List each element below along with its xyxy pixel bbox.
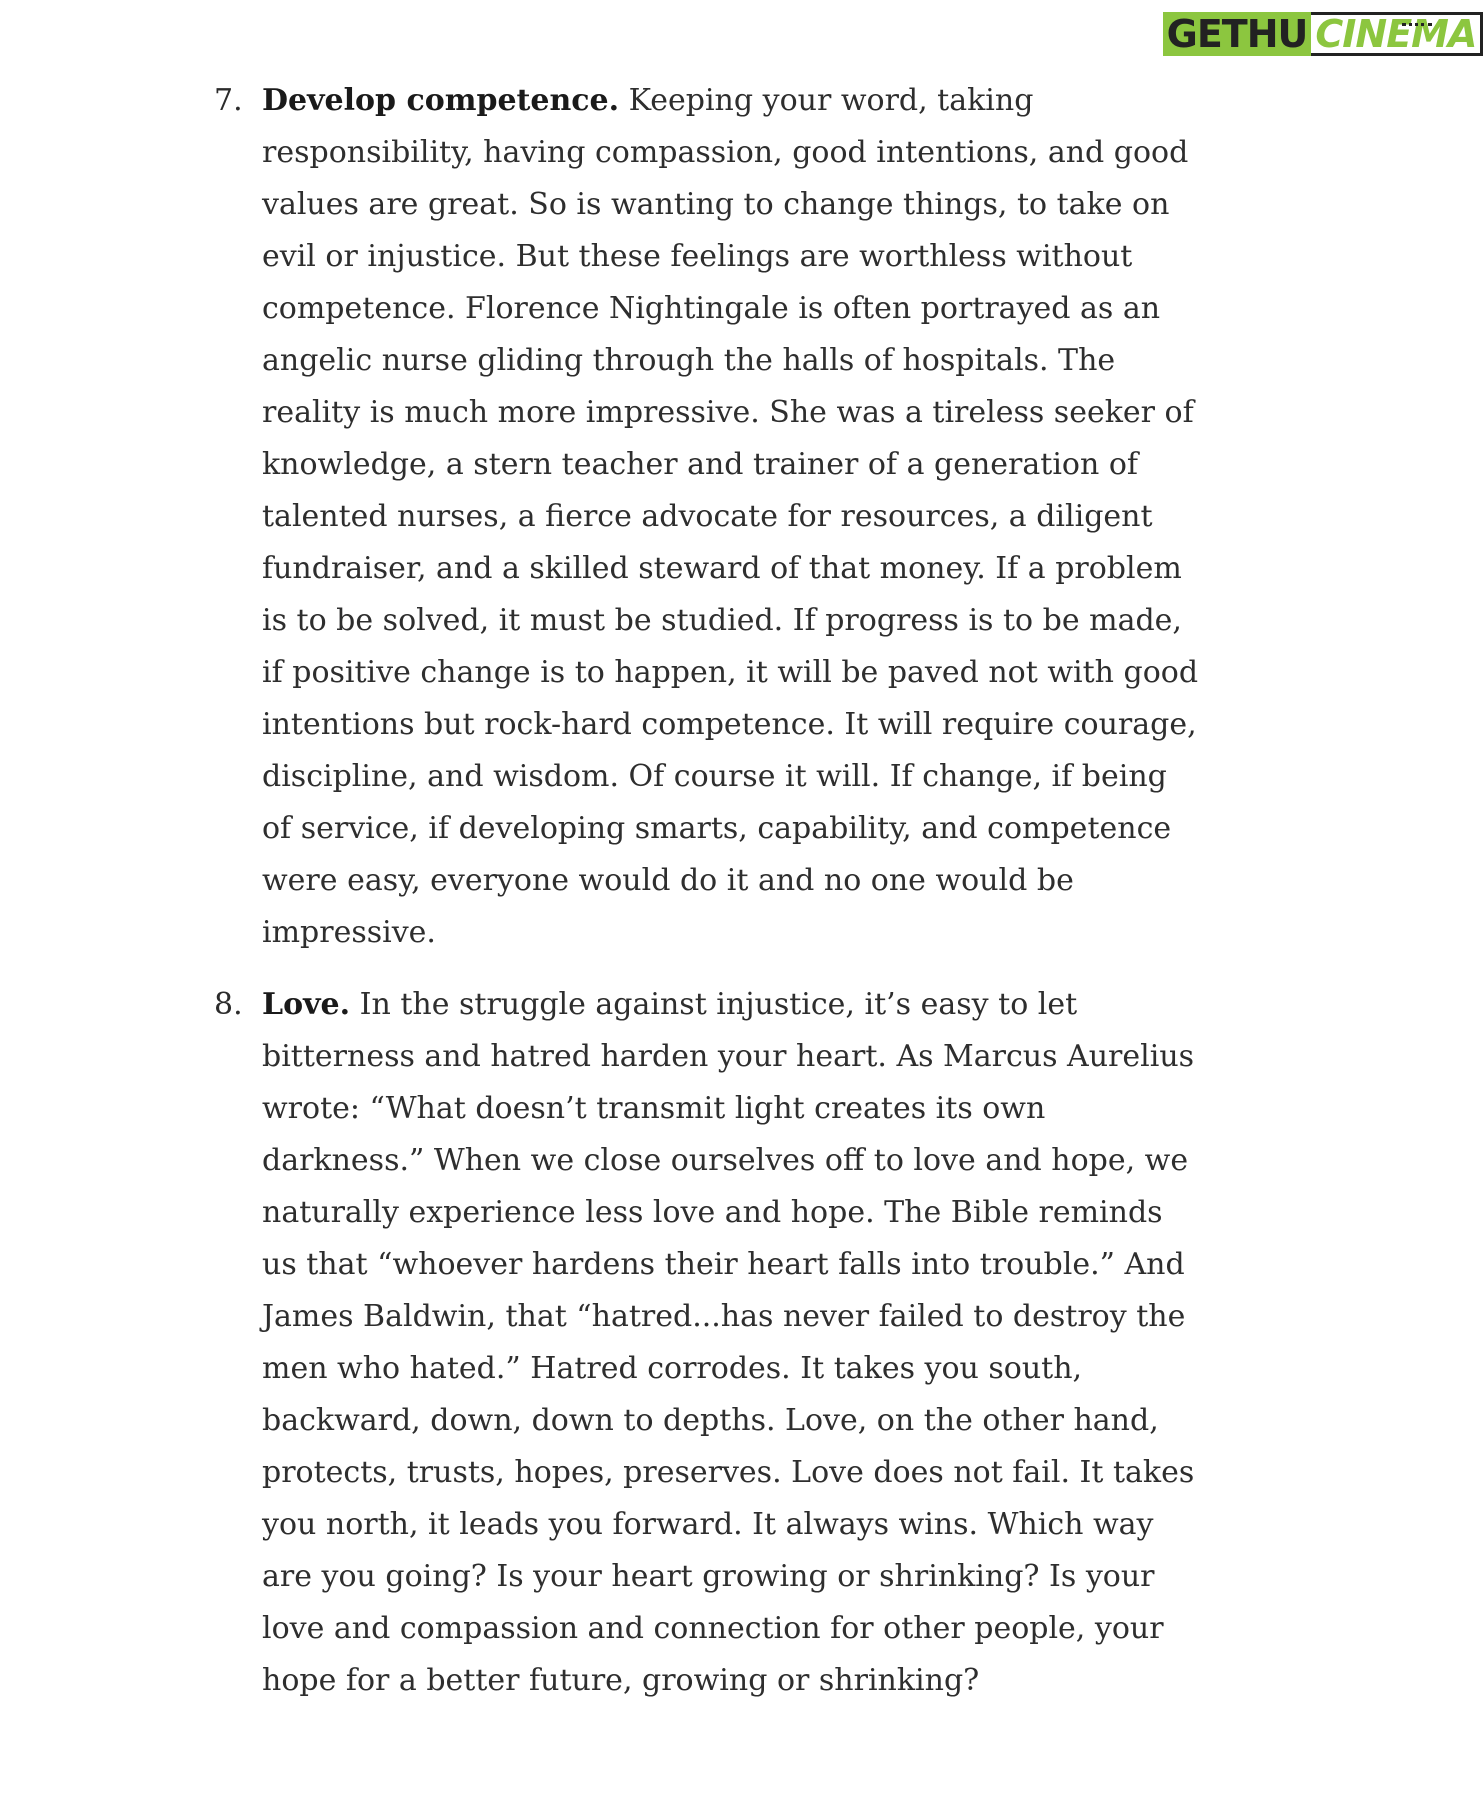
filmstrip-icon (1402, 12, 1432, 26)
watermark-logo (1166, 8, 1477, 60)
numbered-list (214, 75, 1202, 1707)
item-number: 7. (214, 83, 243, 118)
item-heading: Love. (262, 987, 351, 1022)
list-item-8 (214, 979, 1202, 1707)
watermark-text-a: GETHU (1163, 12, 1312, 56)
list-item-7 (214, 75, 1202, 959)
item-number: 8. (214, 987, 243, 1022)
item-heading: Develop competence. (262, 83, 620, 118)
item-body: In the struggle against injustice, it’s easy to let bitterness and hatred harden your heart. As Marcus Aurelius wrote: “What doesn’t transmit light creates its own darkness.” When we close ourselves off to love and hope, we naturally experience less love and hope. The Bible reminds us that “whoever hardens their heart falls into trouble.” And James Baldwin, that “hatred...has never failed to destroy the men who hated.” Hatred corrodes. It takes you south, backward, down, down to depths. Love, on the other hand, protects, trusts, hopes, preserves. Love does not fail. It takes you north, it leads you forward. It always wins. Which way are you going? Is your heart growing or shrinking? Is your love and compassion and connection for other people, your hope for a better future, growing or shrinking? (262, 987, 1195, 1698)
watermark-text-b: CINEMA (1311, 12, 1483, 56)
article-body (214, 75, 1202, 1707)
item-body: Keeping your word, taking responsibility, having compassion, good intentions, and good values are great. So is wanting to change things, to take on evil or injustice. But these feelings are worthless without competence. Florence Nightingale is often portrayed as an angelic nurse gliding through the halls of hospitals. The reality is much more impressive. She was a tireless seeker of knowledge, a stern teacher and trainer of a generation of talented nurses, a fierce advocate for resources, a diligent fundraiser, and a skilled steward of that money. If a problem is to be solved, it must be studied. If progress is to be made, if positive change is to happen, it will be paved not with good intentions but rock-hard competence. It will require courage, discipline, and wisdom. Of course it will. If change, if being of service, if developing smarts, capability, and competence were easy, everyone would do it and no one would be impressive. (262, 83, 1199, 950)
